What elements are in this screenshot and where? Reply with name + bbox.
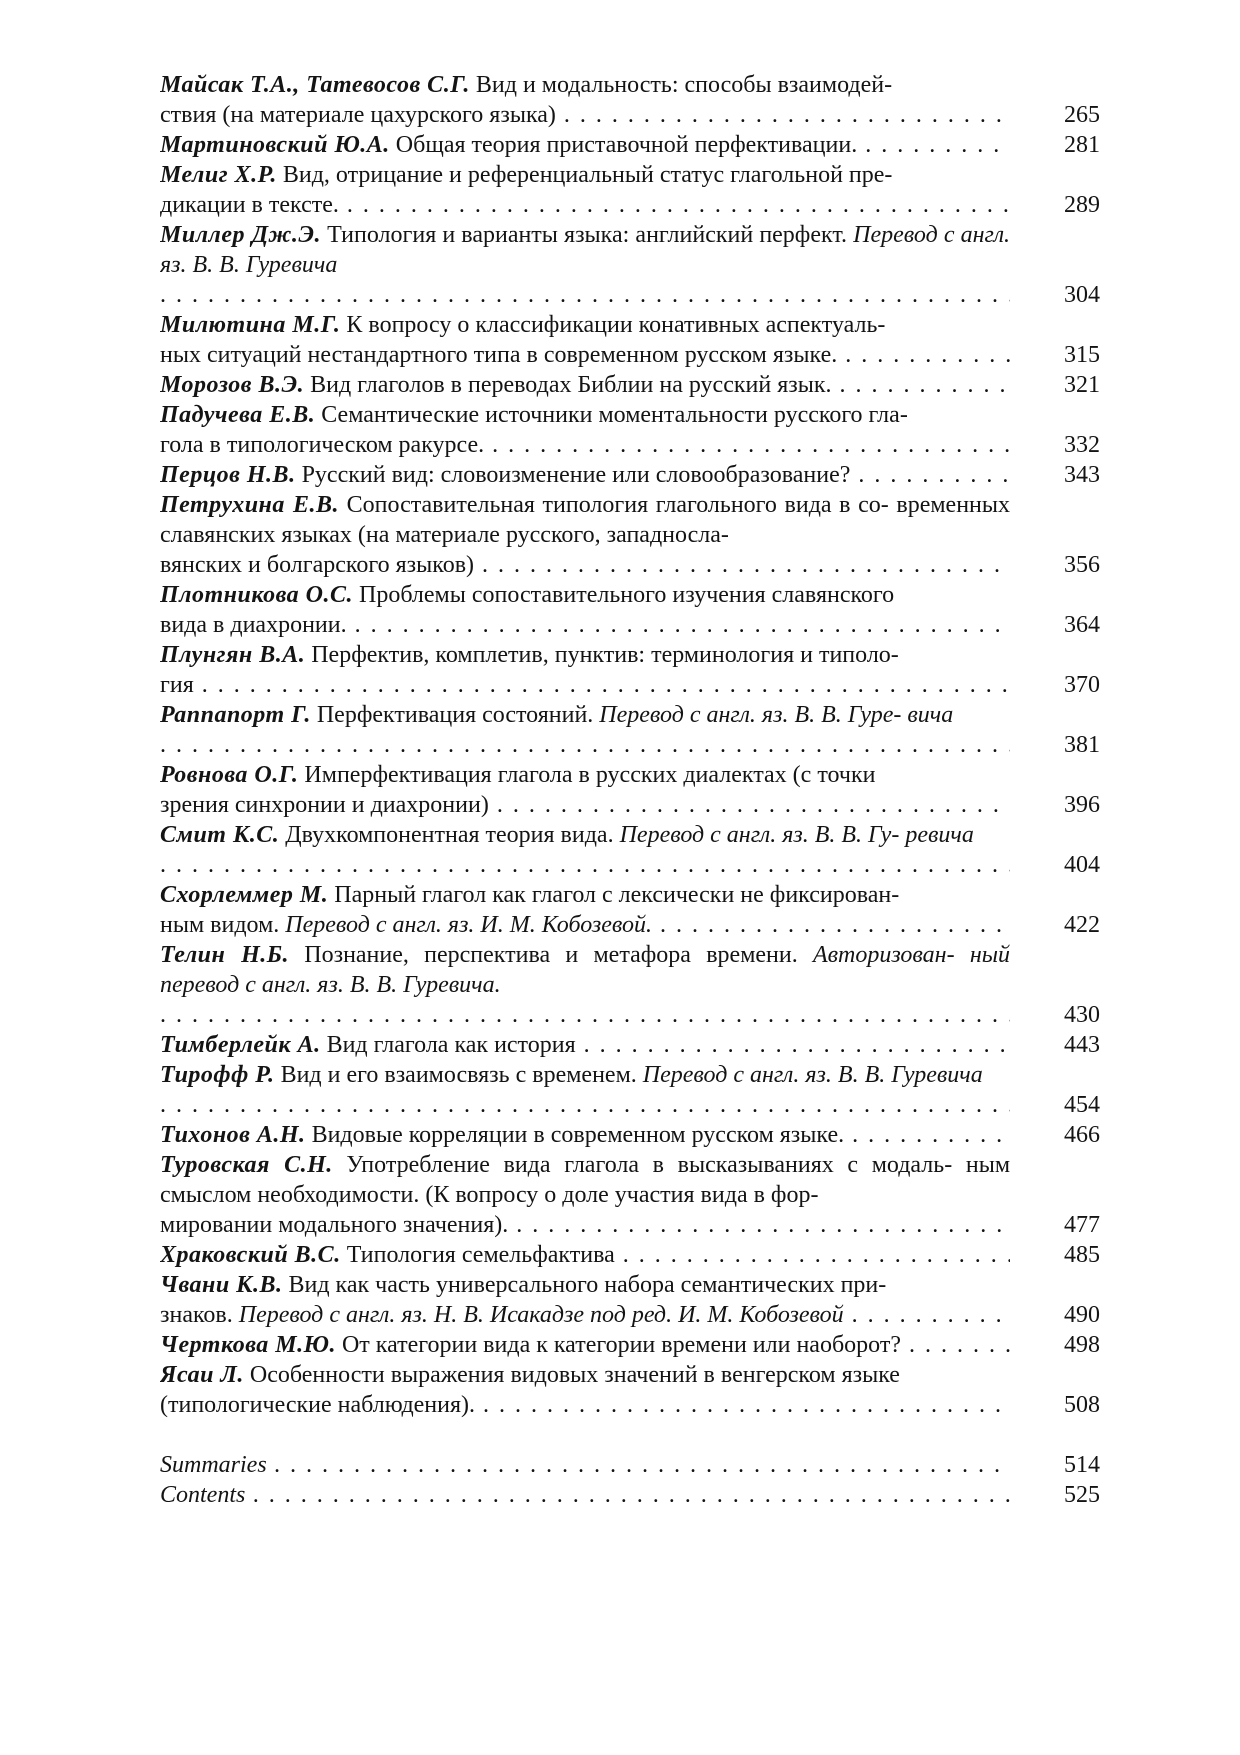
toc-author: Смит К.С. [160,822,280,848]
toc-title: Вид и его взаимосвязь с временем. [280,1062,637,1088]
toc-title-end: гола в типологическом ракурсе. [160,432,485,458]
toc-page-number: 343 [1064,462,1100,488]
toc-author: Чвани К.В. [160,1272,283,1298]
toc-entry [160,1480,1100,1510]
toc-translator: Перевод с англ. яз. И. М. Кобозевой. [285,912,653,938]
toc-author: Плунгян В.А. [160,642,306,668]
toc-last-line [160,910,1010,940]
toc-page-number: 281 [1064,132,1100,158]
toc-entry-text [160,400,1010,460]
toc-title: Семантические источники моментальности русского гла- [321,402,908,428]
toc-author: Тирофф Р. [160,1062,275,1088]
toc-title: К вопросу о классификации конативных аспектуаль- [346,312,886,338]
toc-page-number: 265 [1064,102,1100,128]
toc-page-number: 490 [1064,1302,1100,1328]
toc-entry-text [160,880,1010,940]
toc-entry [160,880,1100,940]
toc-entry-text [160,820,1010,880]
toc-author: Мелиг Х.Р. [160,162,277,188]
toc-entry-text [160,1240,1010,1270]
toc-title: Вид, отрицание и референциальный статус глагольной пре- [282,162,893,188]
toc-entry-text [160,1270,1010,1330]
toc-last-line [160,370,1010,400]
toc-last-line [160,610,1010,640]
toc-entry [160,70,1100,130]
toc-translator: Авторизован- ный перевод с англ. яз. В. В. Гуревича. [160,942,1010,998]
toc-entry [160,1150,1100,1240]
toc-page-number: 356 [1064,552,1100,578]
toc-page-number: 430 [1064,1002,1100,1028]
toc-section-label: Summaries [160,1452,267,1478]
toc-page-number: 443 [1064,1032,1100,1058]
toc-author: Миллер Дж.Э. [160,222,321,248]
toc-title: Вид и модальность: способы взаимодей- [475,72,893,98]
toc-entry-text [160,1450,1010,1480]
toc-entry-text [160,70,1010,130]
toc-author: Тимберлейк А. [160,1032,321,1058]
toc-title: Особенности выражения видовых значений в венгерском языке [249,1362,900,1388]
toc-entry [160,1120,1100,1150]
toc-entry [160,700,1100,760]
toc-last-line [160,1390,1010,1420]
toc-entry [160,1030,1100,1060]
toc-entry [160,370,1100,400]
toc-page-number: 477 [1064,1212,1100,1238]
toc-entry [160,1270,1100,1330]
toc-title-end: Вид глаголов в переводах Библии на русский язык. [310,372,832,398]
toc-entry-text [160,640,1010,700]
toc-title-end: мировании модального значения). [160,1212,509,1238]
toc-last-line [160,1120,1010,1150]
toc-page-number: 332 [1064,432,1100,458]
toc-page-number: 485 [1064,1242,1100,1268]
toc-author: Храковский В.С. [160,1242,341,1268]
toc-page-number: 466 [1064,1122,1100,1148]
toc-title-end: (типологические наблюдения). [160,1392,476,1418]
toc-entry [160,130,1100,160]
table-of-contents [160,70,1100,1510]
toc-title-end: зрения синхронии и диахронии) [160,792,489,818]
toc-entry-text [160,940,1010,1030]
toc-entry [160,640,1100,700]
toc-title-end: вянских и болгарского языков) [160,552,475,578]
toc-entry-text [160,370,1010,400]
toc-entry-text [160,1360,1010,1420]
toc-entry-text [160,160,1010,220]
toc-title-end: ных ситуаций нестандартного типа в современном русском языке. [160,342,838,368]
toc-entry-text [160,580,1010,640]
toc-last-line [160,460,1010,490]
toc-entry [160,160,1100,220]
toc-entry [160,1240,1100,1270]
toc-title-end: Типология семельфактива [346,1242,615,1268]
toc-entry-text [160,1030,1010,1060]
toc-entry-text [160,760,1010,820]
toc-entry-text [160,1330,1010,1360]
toc-entry-text [160,460,1010,490]
toc-page-number: 315 [1064,342,1100,368]
toc-title-end: ствия (на материале цахурского языка) [160,102,556,128]
toc-last-line [160,280,1010,310]
toc-title: Перфективация состояний. [316,702,594,728]
toc-last-line [160,550,1010,580]
toc-author: Милютина М.Г. [160,312,341,338]
toc-author: Морозов В.Э. [160,372,305,398]
toc-title-end: Видовые корреляции в современном русском языке. [311,1122,845,1148]
toc-last-line [160,790,1010,820]
toc-entry [160,460,1100,490]
toc-section-label: Contents [160,1482,246,1508]
toc-title: Познание, перспектива и метафора времени. [304,942,798,968]
toc-author: Тихонов А.Н. [160,1122,306,1148]
toc-translator: Перевод с англ. яз. В. В. Гуревича [642,1062,983,1088]
toc-author: Туровская С.Н. [160,1152,333,1178]
toc-title: Проблемы сопоставительного изучения славянского [358,582,895,608]
toc-author: Ровнова О.Г. [160,762,299,788]
toc-title: Типология и варианты языка: английский перфект. [327,222,848,248]
toc-author: Схорлеммер М. [160,882,329,908]
toc-entry-text [160,220,1010,310]
toc-entry-text [160,130,1010,160]
toc-translator: Перевод с англ. яз. В. В. Гу- ревича [619,822,974,848]
toc-page-number: 304 [1064,282,1100,308]
toc-page-number: 404 [1064,852,1100,878]
toc-entry [160,310,1100,370]
toc-page-number: 289 [1064,192,1100,218]
toc-last-line [160,670,1010,700]
toc-page-number: 454 [1064,1092,1100,1118]
toc-title-end: вида в диахронии. [160,612,347,638]
toc-author: Перцов Н.В. [160,462,296,488]
toc-author: Раппапорт Г. [160,702,311,728]
toc-title-end: ным видом. [160,912,280,938]
toc-last-line [160,1330,1010,1360]
toc-title-end: От категории вида к категории времени или наоборот? [341,1332,901,1358]
toc-author: Падучева Е.В. [160,402,316,428]
toc-page-number: 370 [1064,672,1100,698]
toc-page-number: 381 [1064,732,1100,758]
toc-entry-text [160,310,1010,370]
toc-title: Сопоставительная типология глагольного вида в со- временных славянских языках (на материале русского, западносла- [160,492,1010,548]
toc-title-end: знаков. [160,1302,233,1328]
toc-page-number: 514 [1064,1452,1100,1478]
toc-page-number: 508 [1064,1392,1100,1418]
toc-title-end: дикации в тексте. [160,192,339,218]
toc-title-end: гия [160,672,194,698]
toc-entry-text [160,1480,1010,1510]
toc-title: Парный глагол как глагол с лексически не фиксирован- [334,882,900,908]
toc-last-line [160,1480,1010,1510]
toc-last-line [160,190,1010,220]
toc-title: Двухкомпонентная теория вида. [285,822,614,848]
toc-entry [160,490,1100,580]
toc-last-line [160,1000,1010,1030]
toc-last-line [160,850,1010,880]
toc-last-line [160,1450,1010,1480]
toc-entry [160,1450,1100,1480]
toc-title: Перфектив, комплетив, пунктив: терминология и типоло- [311,642,899,668]
toc-last-line [160,130,1010,160]
toc-page-number: 396 [1064,792,1100,818]
toc-page-number: 321 [1064,372,1100,398]
toc-title-end: Общая теория приставочной перфективации. [395,132,858,158]
toc-translator: Перевод с англ. яз. В. В. Гуревича [160,222,1010,278]
toc-title: Имперфективация глагола в русских диалектах (с точки [304,762,876,788]
toc-title: Вид как часть универсального набора семантических при- [288,1272,887,1298]
toc-page-number: 525 [1064,1482,1100,1508]
toc-last-line [160,1210,1010,1240]
toc-last-line [160,730,1010,760]
toc-author: Черткова М.Ю. [160,1332,336,1358]
toc-last-line [160,1240,1010,1270]
toc-entry-text [160,1150,1010,1240]
toc-title: Употребление вида глагола в высказываниях с модаль- ным смыслом необходимости. (К вопросу о доле участия вида в фор- [160,1152,1010,1208]
toc-last-line [160,340,1010,370]
toc-author: Плотникова О.С. [160,582,353,608]
toc-author: Мартиновский Ю.А. [160,132,390,158]
toc-author: Ясаи Л. [160,1362,244,1388]
toc-spacer [160,1420,1100,1450]
toc-entry [160,400,1100,460]
toc-last-line [160,430,1010,460]
toc-entry [160,1360,1100,1420]
toc-entry [160,940,1100,1030]
toc-page-number: 364 [1064,612,1100,638]
toc-translator: Перевод с англ. яз. Н. В. Исакадзе под ред. И. М. Кобозевой [238,1302,844,1328]
toc-entry [160,1060,1100,1120]
toc-title-end: Русский вид: словоизменение или словообразование? [301,462,851,488]
toc-page-number: 498 [1064,1332,1100,1358]
toc-entry-text [160,490,1010,580]
toc-last-line [160,1300,1010,1330]
toc-last-line [160,1030,1010,1060]
toc-translator: Перевод с англ. яз. В. В. Гуре- вича [599,702,954,728]
toc-author: Майсак Т.А., Татевосов С.Г. [160,72,470,98]
toc-author: Телин Н.Б. [160,942,289,968]
toc-page-number: 422 [1064,912,1100,938]
toc-last-line [160,100,1010,130]
toc-title-end: Вид глагола как история [326,1032,576,1058]
toc-entry [160,220,1100,310]
toc-entry [160,1330,1100,1360]
toc-last-line [160,1090,1010,1120]
toc-entry-text [160,700,1010,760]
toc-entry [160,820,1100,880]
toc-author: Петрухина Е.В. [160,492,339,518]
toc-entry [160,760,1100,820]
toc-entry-text [160,1060,1010,1120]
toc-entry-text [160,1120,1010,1150]
toc-entry [160,580,1100,640]
